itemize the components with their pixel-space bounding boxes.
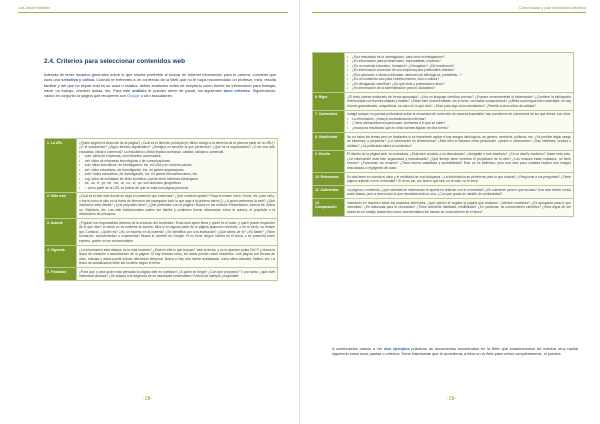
criterion-description	[77, 268, 278, 281]
list-item: • ¿Es un contenido sólo para entretenimiento, ocio o cultura?	[347, 77, 571, 82]
criterion-label: 4. Vigencia	[45, 246, 77, 268]
criterion-description	[345, 199, 574, 217]
criterion-description	[345, 133, 574, 151]
criterion-text: ¿Cuál es el sitio web donde se aloja el contenido que examinas? ¿Qué contiene aparte? Pulsa el enlace Inicio, Home, etc. para verlo, o borra como el sitio en la barra de dirección del navegador todo lo que siga a la primera barra (/). ¿A quién pertenece la web? ¿Qué institución está detrás? ¿Qué propósito tiene? ¿Qué pretenden con la página? Busca en los enlaces Presentación, Acerca de, About us, Objetivos, etc. Las web institucionales suelen ser fiables y contienen buena información sobre la autoría, el propósito o la declaración de principios.	[79, 194, 275, 217]
criterion-description	[345, 93, 574, 111]
keyword-dos-ejemplos: dos ejemplos	[384, 346, 410, 351]
criterion-label: 5. Finalidad	[45, 268, 77, 281]
criterion-text: ¿Figuran los responsables directos de la creación del contenido? Está claro quién firma y quién es el autor, y quién puede responder de lo que dice? A veces no es evidente la autoría. Mira si en alguna parte de la página aparecen nombres, o en el inicio, un enlace tipo Contacto. ¿Quién es? ¿Es un experto en la materia? ¿Se identifica con una institución? ¿Qué sabes de él? ¿Es fiable? ¿Tiene formación, conocimientos o experiencia? Busca el nombre en Google. Si no tiene ningún interés en el tema, o se presenta como experto, puede no ser recomendable.	[79, 220, 275, 243]
criterion-label: 3. Autoría	[45, 219, 77, 246]
criterion-list	[347, 117, 571, 131]
page-number-left: -18-	[143, 396, 152, 402]
list-item: • ¿Es información comercial de una empresa para potenciales clientes?	[347, 68, 571, 73]
criterion-list	[79, 154, 275, 190]
running-head-right: Cómo buscar y usar información científica	[519, 6, 586, 10]
criterion-text: ¿Quién sugiere la dirección de la página? ¿Cuál es el dominio principal (el último código a la derecha de la primera parte de la URL)? ¿O el subdominio? ¿Algún termino significativo? ¿Designa un servidor al que pertenece? ¿Qué es la organización? ¿O de una web educativa, oficial o comercial? La educativa u oficial implica confianza, calidad, calidad o comercial.	[79, 140, 275, 154]
header-rule-left	[18, 12, 288, 13]
list-item: • .net: sitios de empresas tecnológicas o de comunicaciones.	[79, 159, 275, 164]
criterion-text: ¿Para qué o para quién está pensada la página web en cuestión? ¿A quién se dirige? ¿Con qué propósito? Y, por tanto, ¿qué nivel intelectual alcanza? ¿Se adapta a la exigencia de un estudiante universitario? A título de ejemplo, pregúntate:	[79, 269, 275, 279]
list-item: • ¿Son resultados de la investigación, para otros investigadores?	[347, 55, 571, 60]
list-item: • ~: como parte de la URL es indicio de que se trata una página personal.	[79, 186, 275, 191]
list-item: • ¿Es divulgación científica? ¿De qué nivel y pretensiones tiene?	[347, 82, 571, 87]
criterion-label	[313, 53, 345, 93]
criterion-row	[313, 150, 574, 172]
criterion-label: 7. Contenidos	[313, 110, 345, 132]
intro-paragraph: Además de tener modelos generales sobre lo que resulta preferible al buscar en Internet información para tu carrera, conviene que uses una selectiva y crítica. Cuando te enfrentes a un contenido de la Web que no te haya recomendado un profesor, mira: resulta familiar y del que no sepas cuál es su valor o estatus, debes analizarlo antes de aceptarlo como fuente de información para trabajar, hacer un trabajo, resolver dudas, etc. Para este análisis te pueden servir de pauta, los siguientes doce criterios. Siguiéndolos, valora en conjunto la página que recuperes con Google u otro buscadores.	[44, 72, 277, 99]
criterion-text: ¿La información está datada, es la más reciente? ¿Está en ella lo que buscas? Vale la fecha, y si no aparece pulsa Ctrl+F y busca la fecha de creación o actualización de la página. Si hay enlaces rotos, los datos pueden estar obsoletos. Una página con fechas de citas, noticias o datos puede indicar relevancia temporal. Busca si hay otra fuente actualizada, como sitios actuales, fiables, etc. La fecha de actualización debe ser reciente según el tema.	[79, 247, 275, 266]
criterion-row	[313, 93, 574, 111]
list-item: • ¿Incorpora resultados que en otras fuentes figuran de otra forma?	[347, 126, 571, 131]
outro-paragraph: A continuación vamos a ver dos ejemplos prácticos de documentos encontrados en la Web que examinaremos de manera muy rápida siguiendo estos doce pautas o criterios. Sería interesante que tú accedieras a ellos en la Web para verlos completamente, si puedes.	[332, 346, 578, 357]
criterion-description	[345, 53, 574, 93]
page-right	[300, 0, 600, 424]
criteria-table-right	[312, 52, 574, 217]
list-item: • .org: sitios de entidades sin fines lucrativos, puede tener intereses ideológicos.	[79, 177, 275, 182]
criterion-label: 11. Suficiencia	[313, 186, 345, 199]
criterion-label: 2. Sitio web	[45, 192, 77, 219]
criterion-text: Valorando en resumen todos los aspectos anteriores, ¿qué opinión te sugiere la página que analizas? ¿Merece confianza? ¿Es apropiada para lo que necesitas? ¿Es adecuada para tu necesidad? ¿Tiene suficiente fiabilidad, credibilidad? ¿En particular, de conocimiento científico? ¿Será digna de ser citada en un trabajo académico como representativa del estado de conocimiento en el tema?	[347, 200, 571, 214]
criterion-text: El diseño de la página web, su estructura, ¿Está bien cuidado o es descuidado? ¿Amigable o mal diseñado? ¿Es un diseño moderno? Saber todo esto, ¿La información está bien organizada y estructurada? ¿Qué tiempo tiene invertido el propietario de la web? ¿Los enlaces están cuidados, no tiene errores? ¿Funcionan los enlaces? ¿Tiene buena usabilidad y accesibilidad? Esto no es definitivo, pero una web poco cuidada implica una imagen descuidada o negligente del autor.	[347, 152, 571, 170]
criterion-row	[45, 219, 278, 246]
list-item: • .com: sitios de empresas, con intereses comerciales.	[79, 154, 275, 159]
keyword-selectiva: selectiva y crítica	[61, 77, 94, 83]
criterion-row	[313, 110, 574, 132]
list-item: • La información, ¿incluye contradicciones internas?	[347, 117, 571, 122]
criterion-text: ¿El texto parece elaborado de forma apropiada? ¿Usa un lenguaje científico preciso? ¿Expone correctamente la información? ¿Contiene la bibliografía referenciada con fuentes citadas y fiables? ¿Están bien documentadas, sin errores, con datos comprobados? ¿Utiliza una lengua bien redactada, no hay errores gramaticales, ortográficos, es claro en lo que dice? ¿Sirve para algo a los estudiantes? ¿Remite a otros sitios de calidad?	[347, 94, 571, 108]
criterion-description	[77, 219, 278, 246]
criterion-row	[45, 192, 278, 219]
criterion-row	[45, 139, 278, 193]
criterion-label: 1. La URL	[45, 139, 77, 193]
criterion-label: 10. Relevancia	[313, 172, 345, 185]
list-item: • .edu: sitios educativos, de investigación, etc. en USA y en muchos países.	[79, 163, 275, 168]
criterion-row	[45, 246, 278, 268]
keyword-doce-criterios: doce criterios	[223, 87, 250, 93]
criterion-row	[313, 199, 574, 217]
criterion-description	[77, 192, 278, 219]
criterion-text: Indaga aunque no puedas profundizar sobre la veracidad del contenido de manera inapelable; hay cuestiones de coherencia de los que debes: son ellos:	[347, 112, 571, 117]
list-item: • .es, .uk, .fr, .pt, .de, .mx, .ar, .co, .cl, .pe: son dominios geográficos.	[79, 181, 275, 186]
criteria-table-left	[44, 138, 278, 281]
criterion-label: 9. Diseño	[313, 150, 345, 172]
criterion-description	[77, 246, 278, 268]
criterion-text: La página o contenido, ¿qué cantidad de información te aporta en relación con tu necesidad? ¿Es suficiente para lo que buscas? Una sola fuente nunca suele bastar, pero a veces todo lo que necesitas está en una. ¿Con qué grado de detalle, de profundidad?	[347, 187, 571, 197]
list-item: • .edu*: sitios educativos, de investigación, etc. en países iberoamericanos, etc.	[79, 172, 275, 177]
page-number-right: -19-	[447, 396, 456, 402]
criterion-row	[313, 172, 574, 185]
list-item: • ¿Es información para profesionales, especialistas, expertos?	[347, 59, 571, 64]
criterion-description	[345, 172, 574, 185]
criterion-label: 12. Comparación	[313, 199, 345, 217]
criterion-list	[347, 55, 571, 91]
header-rule-right	[312, 12, 586, 13]
criterion-label: 6. Rigor	[313, 93, 345, 111]
criterion-label: 8. Objetividad	[313, 133, 345, 151]
list-item: • ¿Es un material educativo, formativo? ¿Divulgativo? ¿De enseñanza?	[347, 64, 571, 69]
keyword-google: Google	[127, 93, 140, 99]
criterion-row	[45, 268, 278, 281]
criterion-description	[77, 139, 278, 193]
section-title: 2.4. Criterios para seleccionar contenidos web	[44, 58, 185, 65]
criterion-description	[345, 150, 574, 172]
criterion-description	[345, 186, 574, 199]
running-head-left: Luis Javier Martínez	[18, 6, 51, 10]
criterion-description	[345, 110, 574, 132]
criterion-row	[313, 133, 574, 151]
criterion-row	[313, 186, 574, 199]
criterion-row	[313, 53, 574, 93]
list-item: • .ac*: sitios educativos, de investigación, etc. en países anglosajones.	[79, 168, 275, 173]
list-item: • ¿Son opiniones o ideas publicadas, intereses de ideológicos, partidistas...?	[347, 73, 571, 78]
list-item: • ¿Tiene afirmaciones sospechosas, contrarias a lo que se sabe?	[347, 121, 571, 126]
list-item: • ¿Es información de la administración para el ciudadano?	[347, 86, 571, 91]
criterion-text: Es vital tener en cuenta el valor y el resultado de una búsqueda. ¿La información es pertinente para lo que buscas? ¿Responde a tus preguntas? ¿Tiene alguna relación con tu necesidad? Si no es así, por bueno que sea, no te vale, no te sirve.	[347, 174, 571, 184]
criterion-text: No en todos los temas pero en bastantes sí es importante captar si hay sesgos ideológicos, de género, sectarios, políticos, etc. ¿Se percibe algún sesgo de intereses, o prejuicios? ¿La información es tendenciosa? ¿Está bien el balance entre persuasión, opinión e información? ¿Hay intereses, ocultos o visibles? ¿La publicidad altera el contenido?	[347, 134, 571, 148]
keyword-analisis: análisis	[132, 87, 147, 93]
